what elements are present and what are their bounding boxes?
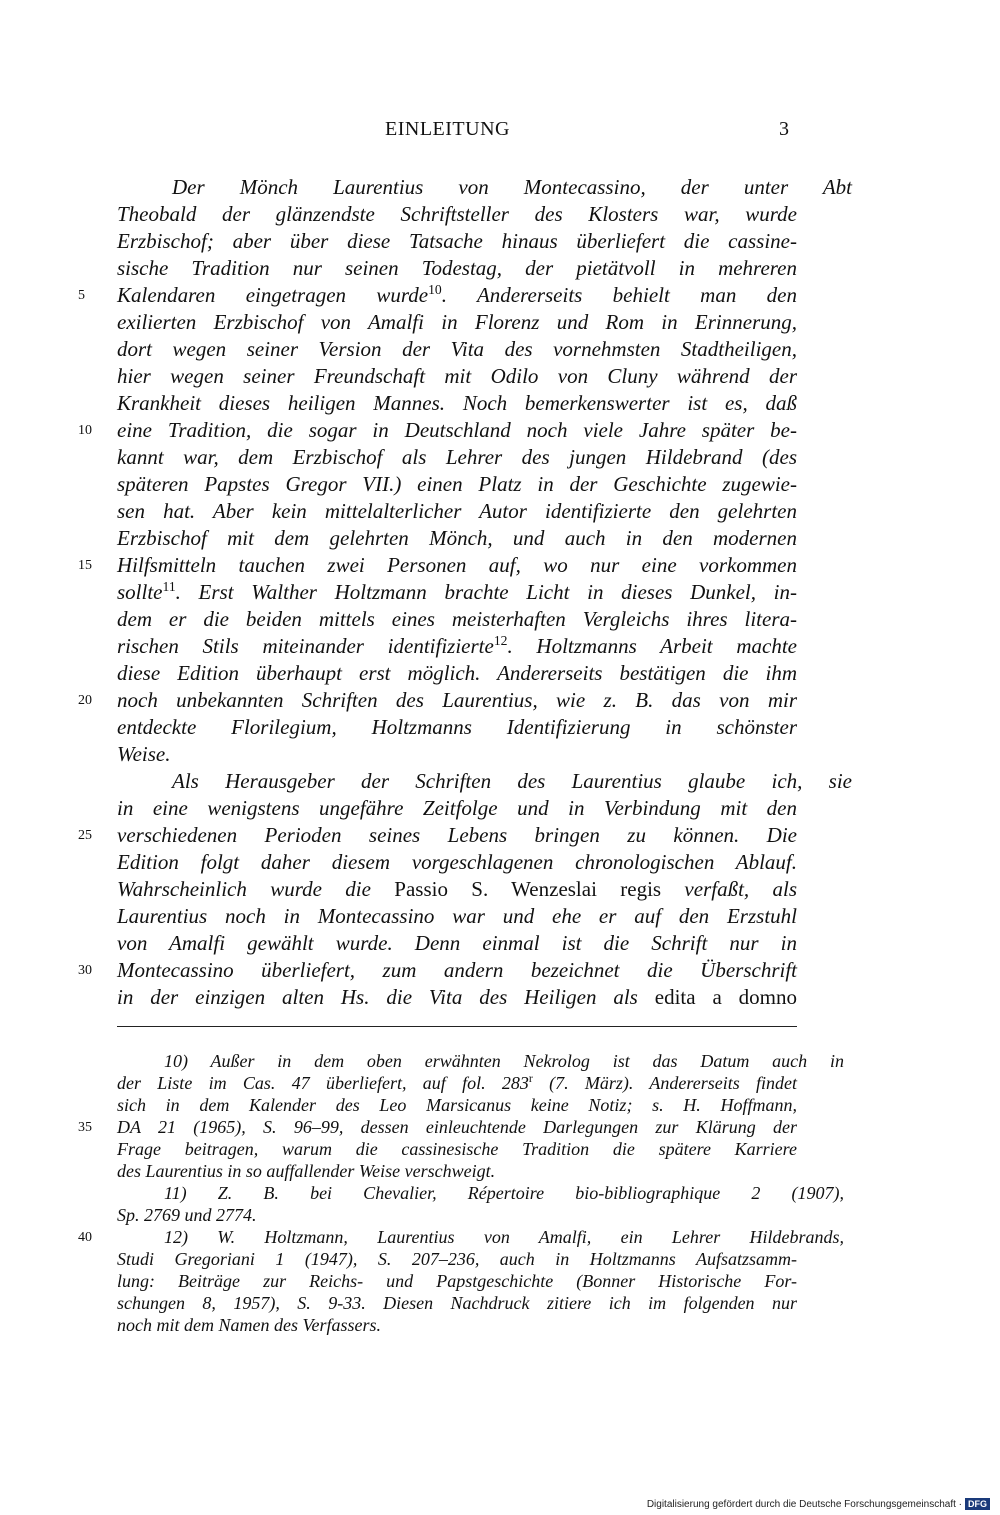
running-title: EINLEITUNG [385,118,510,140]
digitization-credit [647,1498,990,1510]
body-line: verschiedenen Perioden seines Lebens bringen zu können. Die [117,823,797,847]
quoted-roman: edita a domno [654,985,798,1009]
body-line: von Amalfi gewählt wurde. Denn einmal ist die Schrift nur in [117,931,797,955]
body-line: in eine wenigstens ungefähre Zeitfolge und in Verbindung mit den [117,796,797,820]
body-text-span: in der einzigen alten Hs. die Vita des Heiligen als [117,985,638,1009]
body-text-span: . Erst Walther Holtzmann brachte Licht in dieses Dunkel, in- [175,580,797,604]
footnote-line: DA 21 (1965), S. 96–99, dessen einleuchtende Darlegungen zur Klärung der [117,1117,797,1137]
body-line: hier wegen seiner Freundschaft mit Odilo von Cluny während der [117,364,797,388]
body-line [117,633,797,660]
credit-text: Digitalisierung gefördert durch die Deutsche Forschungsgemeinschaft · [646,1499,962,1510]
body-line: noch unbekannten Schriften des Laurentius, wie z. B. das von mir [117,688,797,712]
footnote-line: schungen 8, 1957), S. 9-33. Diesen Nachdruck zitiere ich im folgenden nur [117,1293,797,1313]
footnote-line: Sp. 2769 und 2774. [117,1205,257,1225]
line-number: 40 [78,1230,92,1245]
body-line: sische Tradition nur seinen Todestag, der pietätvoll in mehreren [117,256,797,280]
body-line: Weise. [117,742,171,766]
footnote-line: Studi Gregoriani 1 (1947), S. 207–236, auch in Holtzmanns Aufsatzsamm- [117,1249,797,1269]
body-line: eine Tradition, die sogar in Deutschland noch viele Jahre später be- [117,418,797,442]
footnote-text-span: (7. März). Andererseits findet [532,1073,797,1093]
footnote-ref-12: 12 [493,633,508,648]
body-line: Hilfsmitteln tauchen zwei Personen auf, wo nur eine vorkommen [117,553,797,577]
body-text-span: sollte [117,580,163,604]
body-line: dort wegen seiner Version der Vita des vornehmsten Stadtheiligen, [117,337,797,361]
line-number: 25 [78,828,92,843]
body-text-span: Wahrscheinlich wurde die [117,877,371,901]
footnote-line: lung: Beiträge zur Reichs- und Papstgeschichte (Bonner Historische For- [117,1271,797,1291]
body-line: diese Edition überhaupt erst möglich. Andererseits bestätigen die ihm [117,661,797,685]
body-line: Erzbischof; aber über diese Tatsache hinaus überliefert die cassine- [117,229,797,253]
dfg-logo: DFG [965,1498,990,1510]
footnote-line: Frage beitragen, warum die cassinesische Tradition die spätere Karriere [117,1139,797,1159]
body-line: sen hat. Aber kein mittelalterlicher Autor identifizierte den gelehrten [117,499,797,523]
body-text-span: Kalendaren eingetragen wurde [117,283,429,307]
footnote-line: 11) Z. B. bei Chevalier, Répertoire bio-bibliographique 2 (1907), [164,1183,844,1203]
body-line: Krankheit dieses heiligen Mannes. Noch bemerkenswerter ist es, daß [117,391,797,415]
body-line: Erzbischof mit dem gelehrten Mönch, und auch in den modernen [117,526,797,550]
body-line [117,579,797,606]
line-number: 30 [78,963,92,978]
body-line: Laurentius noch in Montecassino war und ehe er auf den Erzstuhl [117,904,797,928]
footnote-line: 12) W. Holtzmann, Laurentius von Amalfi, ein Lehrer Hildebrands, [164,1227,844,1247]
page-number: 3 [779,118,789,140]
line-number: 20 [78,693,92,708]
body-line: dem er die beiden mittels eines meisterhaften Vergleichs ihres litera- [117,607,797,631]
work-title-roman: Passio S. Wenzeslai regis [394,877,662,901]
footnote-line: sich in dem Kalender des Leo Marsicanus keine Notiz; s. H. Hoffmann, [117,1095,797,1115]
line-number: 5 [78,288,85,303]
body-text-span: . Holtzmanns Arbeit machte [507,634,797,658]
footnote-text-span: der Liste im Cas. 47 überliefert, auf fol. 283 [117,1073,529,1093]
footnote-ref-11: 11 [162,579,176,594]
footnote-rule [117,1026,797,1027]
body-line [117,984,797,1011]
body-line [117,282,797,309]
line-number: 10 [78,423,92,438]
body-line [117,876,797,903]
footnote-line: noch mit dem Namen des Verfassers. [117,1315,381,1335]
body-line: kannt war, dem Erzbischof als Lehrer des jungen Hildebrand (des [117,445,797,469]
body-text-span: rischen Stils miteinander identifizierte [117,634,494,658]
body-line: späteren Papstes Gregor VII.) einen Platz in der Geschichte zugewie- [117,472,797,496]
body-text-span: verfaßt, als [684,877,797,901]
body-line: Montecassino überliefert, zum andern bezeichnet die Überschrift [117,958,797,982]
line-number: 15 [78,558,92,573]
body-text-span: . Andererseits behielt man den [441,283,797,307]
body-line: Theobald der glänzendste Schriftsteller des Klosters war, wurde [117,202,797,226]
running-header [0,118,1000,148]
body-line: exilierten Erzbischof von Amalfi in Florenz und Rom in Erinnerung, [117,310,797,334]
footnote-line: 10) Außer in dem oben erwähnten Nekrolog ist das Datum auch in [164,1051,844,1071]
footnote-line [117,1072,797,1094]
body-line: entdeckte Florilegium, Holtzmanns Identifizierung in schönster [117,715,797,739]
footnote-ref-10: 10 [428,282,442,297]
recto-mark: r [528,1072,533,1085]
body-line: Als Herausgeber der Schriften des Laurentius glaube ich, sie [172,769,852,793]
body-line: Edition folgt daher diesem vorgeschlagenen chronologischen Ablauf. [117,850,797,874]
footnote-line: des Laurentius in so auffallender Weise verschweigt. [117,1161,496,1181]
line-number: 35 [78,1120,92,1135]
body-line: Der Mönch Laurentius von Montecassino, der unter Abt [172,175,852,199]
